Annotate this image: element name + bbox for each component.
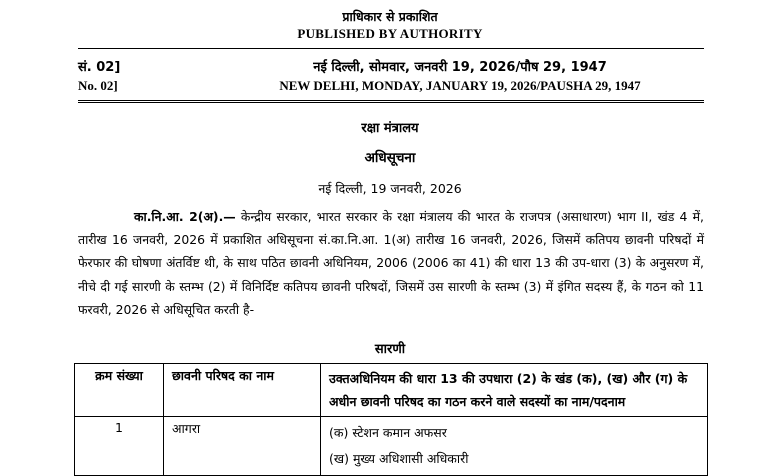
header-serial: क्रम संख्या: [75, 364, 164, 417]
order-number: का.नि.आ. 2(अ).—: [134, 209, 236, 224]
notification-title: अधिसूचना: [364, 150, 416, 166]
authority-hindi: प्राधिकार से प्रकाशित: [342, 9, 438, 24]
table-title: सारणी: [374, 342, 406, 357]
issue-number-hindi: सं. 02]: [78, 60, 121, 75]
table-row: [75, 417, 708, 476]
paragraph-text: केन्द्रीय सरकार, भारत सरकार के रक्षा मंत्रालय की भारत के राजपत्र (असाधारण) भाग II, खंड 4 में, तारीख 16 जनवरी, 2026 में प्रकाशित अधिसूचना सं.का.नि.आ. 1(अ) तारीख 16 जनवरी, 2026, जिसमें कतिपय छावनी परिषदों में फेरफार की घोषणा अंतर्विष्ट थी, के साथ पठित छावनी अधिनियम, 2006 (2006 का 41) की धारा 13 की उप-धारा (3) के अनुसरण में, नीचे दी गई सारणी के स्तम्भ (2) में विनिर्दिष्ट कतिपय छावनी परिषदों, जिसमें उस सारणी के स्तम्भ (3) में इंगित सदस्य हैं, के गठन को 11 फरवरी, 2026 से अधिसूचित करती है-: [78, 209, 704, 317]
row-board-name: आगरा: [164, 417, 321, 476]
row-serial: 1: [75, 417, 164, 476]
issue-number-english: No. 02]: [78, 78, 118, 93]
header-members: उक्तअधिनियम की धारा 13 की उपधारा (2) के खंड (क), (ख) और (ग) के अधीन छावनी परिषद का गठन करने वाले सदस्यों का नाम/पदनाम: [321, 364, 708, 417]
issue-date-english: NEW DELHI, MONDAY, JANUARY 19, 2026/PAUSHA 29, 1947: [279, 78, 641, 93]
authority-english: PUBLISHED BY AUTHORITY: [297, 26, 483, 41]
ministry-name: रक्षा मंत्रालय: [361, 121, 419, 136]
bottom-rule: [78, 100, 704, 103]
place-date: नई दिल्ली, 19 जनवरी, 2026: [318, 181, 462, 196]
notification-paragraph: [78, 205, 704, 321]
row-members: [321, 417, 708, 476]
top-rule: [78, 48, 704, 49]
issue-date-hindi: नई दिल्ली, सोमवार, जनवरी 19, 2026/पौष 29, 1947: [313, 60, 607, 75]
header-board-name: छावनी परिषद का नाम: [164, 364, 321, 417]
schedule-table: [74, 363, 708, 476]
member-item: (क) स्टेशन कमान अफसर: [329, 425, 447, 440]
member-item: (ख) मुख्य अधिशासी अधिकारी: [329, 451, 469, 466]
table-header-row: [75, 364, 708, 417]
